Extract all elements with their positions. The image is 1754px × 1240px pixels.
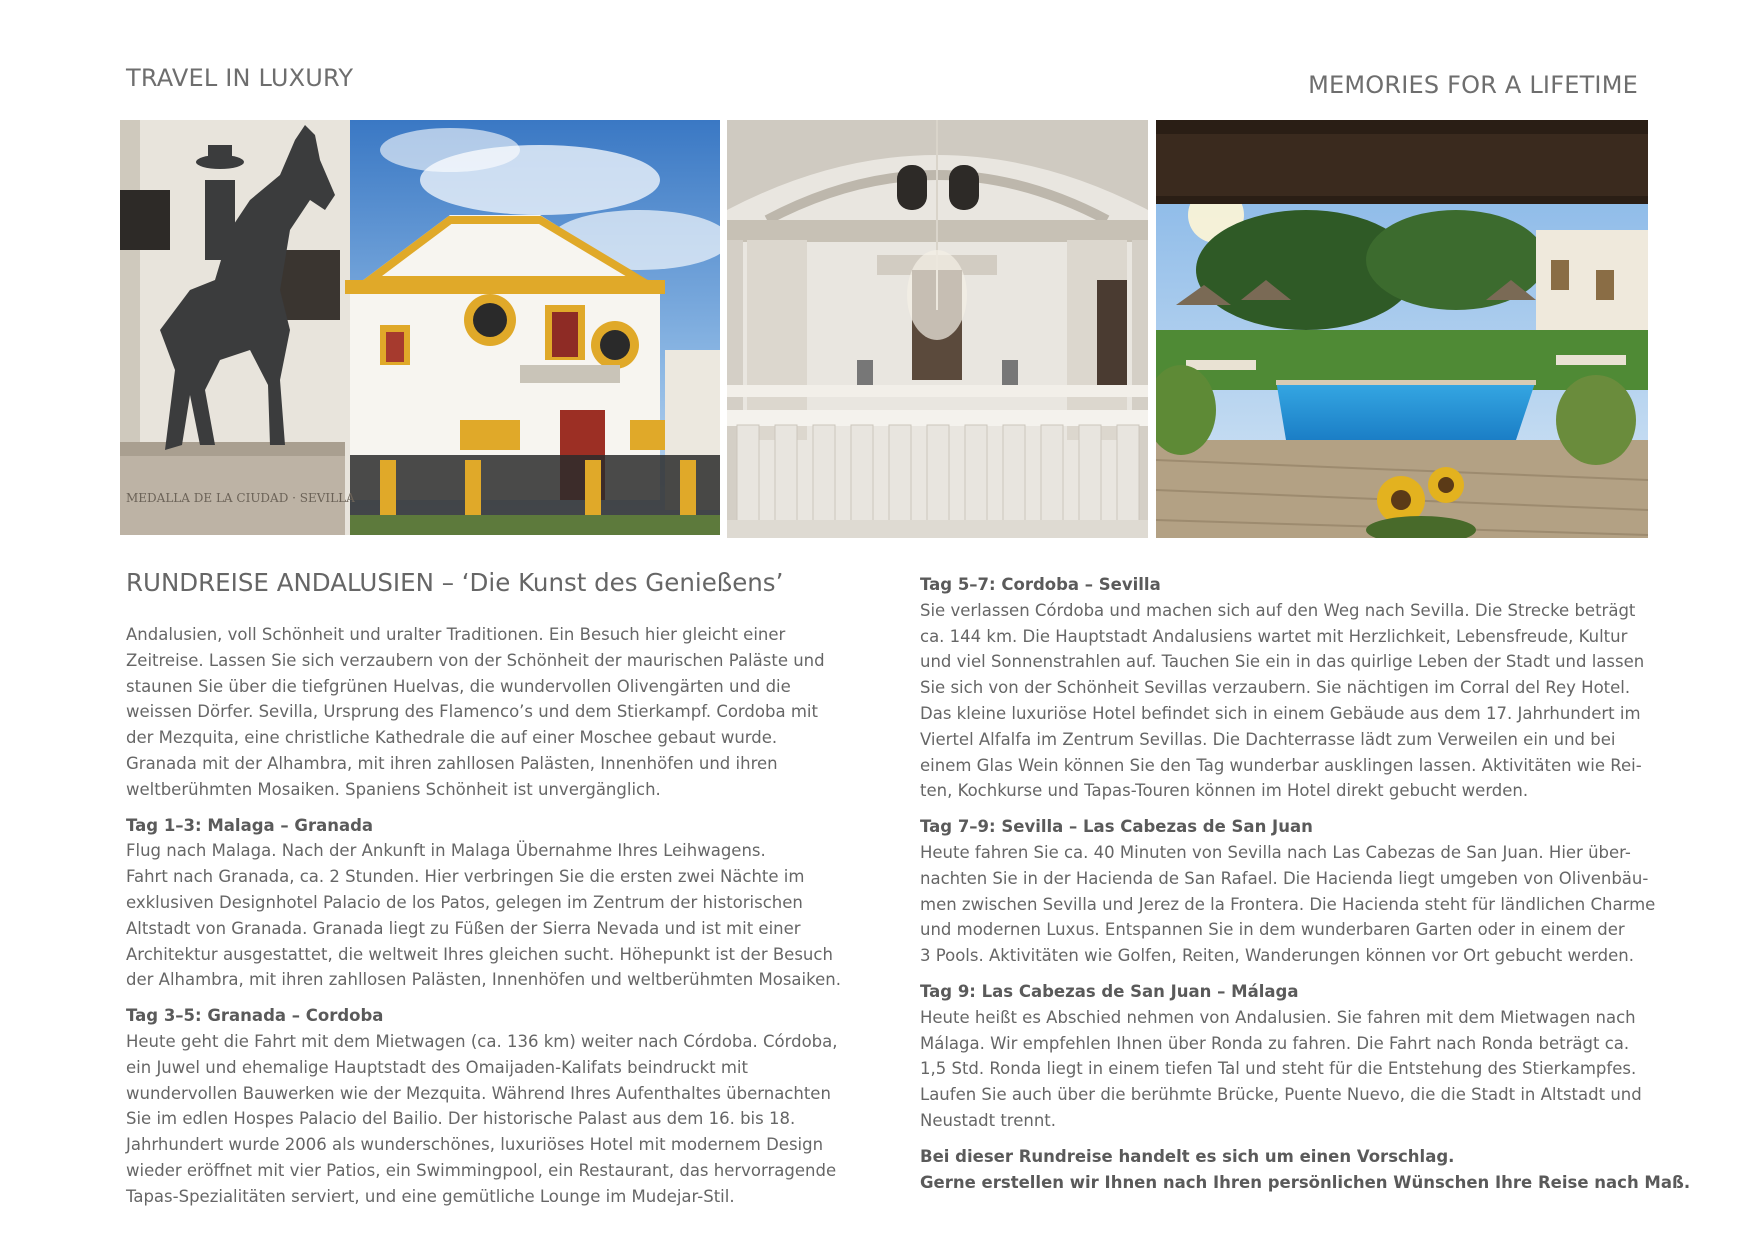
section-day-9	[920, 979, 1645, 1134]
section-line: Heute fahren Sie ca. 40 Minuten von Sevilla nach Las Cabezas de San Juan. Hier über-	[920, 842, 1631, 862]
section-line: Das kleine luxuriöse Hotel befindet sich in einem Gebäude aus dem 17. Jahrhundert im	[920, 703, 1641, 723]
intro-line: weissen Dörfer. Sevilla, Ursprung des Flamenco’s und dem Stierkampf. Cordoba mit	[126, 702, 818, 722]
text-column-right	[920, 572, 1691, 1195]
photo-hacienda-pool-image	[1156, 120, 1648, 538]
section-line: und viel Sonnenstrahlen auf. Tauchen Sie ein in das quirlige Leben der Stadt und lassen	[920, 652, 1645, 672]
section-line: Flug nach Malaga. Nach der Ankunft in Malaga Übernahme Ihres Leihwagens.	[126, 841, 766, 861]
intro-line: der Mezquita, eine christliche Kathedrale die auf einer Moschee gebaut wurde.	[126, 728, 778, 748]
closing-line: Gerne erstellen wir Ihnen nach Ihren persönlichen Wünschen Ihre Reise nach Maß.	[920, 1172, 1691, 1192]
closing-line: Bei dieser Rundreise handelt es sich um einen Vorschlag.	[920, 1146, 1455, 1166]
section-line: und modernen Luxus. Entspannen Sie in dem wunderbaren Garten oder in einem der	[920, 920, 1625, 940]
section-day-1-3	[126, 813, 841, 994]
section-line: wundervollen Bauwerken wie der Mezquita. Während Ihres Aufenthaltes übernachten	[126, 1083, 831, 1103]
intro-line: Granada mit der Alhambra, mit ihren zahllosen Palästen, Innenhöfen und ihren	[126, 753, 778, 773]
section-line: ca. 144 km. Die Hauptstadt Andalusiens wartet mit Herzlichkeit, Lebensfreude, Kultur	[920, 626, 1628, 646]
intro-line: staunen Sie über die tiefgrünen Huelvas, die wundervollen Olivengärten und die	[126, 676, 791, 696]
photo-sevilla-bullring	[120, 120, 720, 535]
section-line: 3 Pools. Aktivitäten wie Golfen, Reiten, Wanderungen können vor Ort gebucht werden.	[920, 946, 1634, 966]
intro-line: weltberühmten Mosaiken. Spaniens Schönheit ist unvergänglich.	[126, 779, 661, 799]
section-line: Fahrt nach Granada, ca. 2 Stunden. Hier verbringen Sie die ersten zwei Nächte im	[126, 867, 805, 887]
section-line: Heute geht die Fahrt mit dem Mietwagen (ca. 136 km) weiter nach Córdoba. Córdoba,	[126, 1031, 838, 1051]
section-line: Sie im edlen Hospes Palacio del Bailio. Der historische Palast aus dem 16. bis 18.	[126, 1109, 796, 1129]
section-line: der Alhambra, mit ihren zahllosen Palästen, Innenhöfen und weltberühmten Mosaiken.	[126, 970, 841, 990]
photo-sevilla-bullring-image	[120, 120, 720, 535]
section-line: ein Juwel und ehemalige Hauptstadt des Omaijaden-Kalifats beindruckt mit	[126, 1057, 748, 1077]
section-line: ten, Kochkurse und Tapas-Touren können im Hotel direkt gebucht werden.	[920, 781, 1529, 801]
section-heading: Tag 9: Las Cabezas de San Juan – Málaga	[920, 981, 1299, 1001]
section-line: Laufen Sie auch über die berühmte Brücke, Puente Nuevo, die die Stadt in Altstadt und	[920, 1085, 1642, 1105]
section-day-5-7	[920, 572, 1645, 804]
photo-hacienda-pool	[1156, 120, 1648, 538]
text-column-left	[126, 566, 841, 1210]
section-line: exklusiven Designhotel Palacio de los Patos, gelegen im Zentrum der historischen	[126, 892, 803, 912]
section-line: Viertel Alfalfa im Zentrum Sevillas. Die Dachterrasse lädt zum Verweilen ein und bei	[920, 729, 1616, 749]
closing-note	[920, 1144, 1691, 1196]
section-line: wieder eröffnet mit vier Patios, ein Swimmingpool, ein Restaurant, das hervorragende	[126, 1160, 837, 1180]
section-line: Sie sich von der Schönheit Sevillas verzaubern. Sie nächtigen im Corral del Rey Hotel.	[920, 678, 1631, 698]
section-line: nachten Sie in der Hacienda de San Rafael. Die Hacienda liegt umgeben von Olivenbäu-	[920, 868, 1649, 888]
article-title: RUNDREISE ANDALUSIEN – ‘Die Kunst des Genießens’	[126, 568, 784, 597]
intro-line: Zeitreise. Lassen Sie sich verzaubern von der Schönheit der maurischen Paläste und	[126, 650, 825, 670]
section-day-7-9	[920, 814, 1656, 969]
section-line: men zwischen Sevilla und Jerez de la Frontera. Die Hacienda steht für ländlichen Charme	[920, 894, 1656, 914]
statue-inscription: MEDALLA DE LA CIUDAD · SEVILLA	[126, 491, 355, 505]
section-line: einem Glas Wein können Sie den Tag wunderbar ausklingen lassen. Aktivitäten wie Rei-	[920, 755, 1642, 775]
section-line: 1,5 Std. Ronda liegt in einem tiefen Tal und steht für die Entstehung des Stierkampfes.	[920, 1059, 1637, 1079]
tagline-right: MEMORIES FOR A LIFETIME	[1308, 71, 1638, 99]
photo-palace-interior-image	[727, 120, 1148, 538]
section-heading: Tag 7–9: Sevilla – Las Cabezas de San Juan	[920, 817, 1313, 837]
section-line: Neustadt trennt.	[920, 1110, 1056, 1130]
section-line: Tapas-Spezialitäten serviert, und eine gemütliche Lounge im Mudejar-Stil.	[126, 1186, 735, 1206]
section-line: Altstadt von Granada. Granada liegt zu Füßen der Sierra Nevada und ist mit einer	[126, 918, 801, 938]
tagline-left: TRAVEL IN LUXURY	[126, 64, 354, 92]
photo-palace-interior	[727, 120, 1148, 538]
section-line: Jahrhundert wurde 2006 als wunderschönes, luxuriöses Hotel mit modernem Design	[126, 1135, 824, 1155]
intro-line: Andalusien, voll Schönheit und uralter Traditionen. Ein Besuch hier gleicht einer	[126, 625, 786, 644]
section-heading: Tag 1–3: Malaga – Granada	[126, 815, 374, 835]
section-line: Sie verlassen Córdoba und machen sich auf den Weg nach Sevilla. Die Strecke beträgt	[920, 600, 1636, 620]
section-heading: Tag 5–7: Cordoba – Sevilla	[920, 575, 1161, 594]
intro-paragraph	[126, 622, 841, 803]
section-line: Málaga. Wir empfehlen Ihnen über Ronda zu fahren. Die Fahrt nach Ronda beträgt ca.	[920, 1033, 1630, 1053]
section-day-3-5	[126, 1003, 841, 1209]
section-line: Heute heißt es Abschied nehmen von Andalusien. Sie fahren mit dem Mietwagen nach	[920, 1007, 1636, 1027]
section-line: Architektur ausgestattet, die weltweit Ihres gleichen sucht. Höhepunkt ist der Besuch	[126, 944, 833, 964]
section-heading: Tag 3–5: Granada – Cordoba	[126, 1006, 384, 1026]
